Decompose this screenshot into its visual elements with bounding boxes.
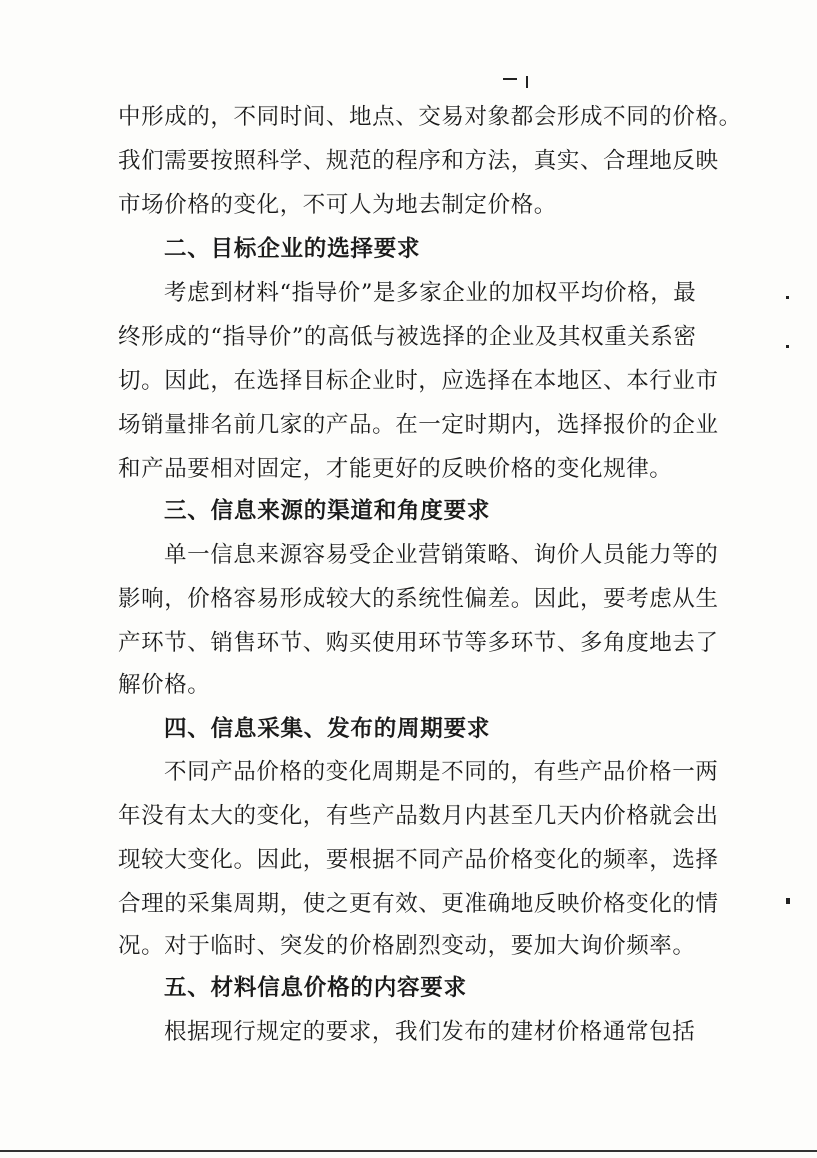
- scan-speck: [786, 345, 789, 348]
- text-line: 根据现行规定的要求，我们发布的建材价格通常包括: [164, 1019, 696, 1045]
- section-heading: 四、信息采集、发布的周期要求: [164, 716, 491, 742]
- scan-speck: [786, 898, 790, 904]
- text-line: 不同产品价格的变化周期是不同的，有些产品价格一两: [164, 759, 719, 785]
- text-line: 解价格。: [118, 672, 211, 698]
- text-line: 产环节、销售环节、购买使用环节等多环节、多角度地去了: [118, 630, 719, 656]
- text-line: 中形成的，不同时间、地点、交易对象都会形成不同的价格。: [118, 104, 742, 130]
- text-line: 现较大变化。因此，要根据不同产品价格变化的频率，选择: [118, 847, 719, 873]
- text-line: 场销量排名前几家的产品。在一定时期内，选择报价的企业: [118, 412, 719, 438]
- text-line: 合理的采集周期，使之更有效、更准确地反映价格变化的情: [118, 891, 719, 917]
- scan-speck: [786, 296, 789, 299]
- section-heading: 三、信息来源的渠道和角度要求: [164, 498, 491, 524]
- text-line: 年没有太大的变化，有些产品数月内甚至几天内价格就会出: [118, 803, 719, 829]
- text-line: 影响，价格容易形成较大的系统性偏差。因此，要考虑从生: [118, 586, 719, 612]
- text-line: 况。对于临时、突发的价格剧烈变动，要加大询价频率。: [118, 933, 696, 959]
- scan-edge: [0, 1150, 817, 1152]
- text-line: 市场价格的变化，不可人为地去制定价格。: [118, 192, 557, 218]
- text-line: 我们需要按照科学、规范的程序和方法，真实、合理地反映: [118, 148, 719, 174]
- section-heading: 五、材料信息价格的内容要求: [164, 975, 467, 1001]
- section-heading: 二、目标企业的选择要求: [164, 236, 421, 262]
- text-line: 终形成的“指导价”的高低与被选择的企业及其权重关系密: [118, 324, 697, 350]
- scan-speck: [526, 76, 528, 88]
- text-line: 考虑到材料“指导价”是多家企业的加权平均价格，最: [164, 280, 697, 306]
- text-line: 单一信息来源容易受企业营销策略、询价人员能力等的: [164, 542, 719, 568]
- text-line: 和产品要相对固定，才能更好的反映价格的变化规律。: [118, 456, 673, 482]
- text-line: 切。因此，在选择目标企业时，应选择在本地区、本行业市: [118, 368, 719, 394]
- scan-speck: [503, 78, 517, 80]
